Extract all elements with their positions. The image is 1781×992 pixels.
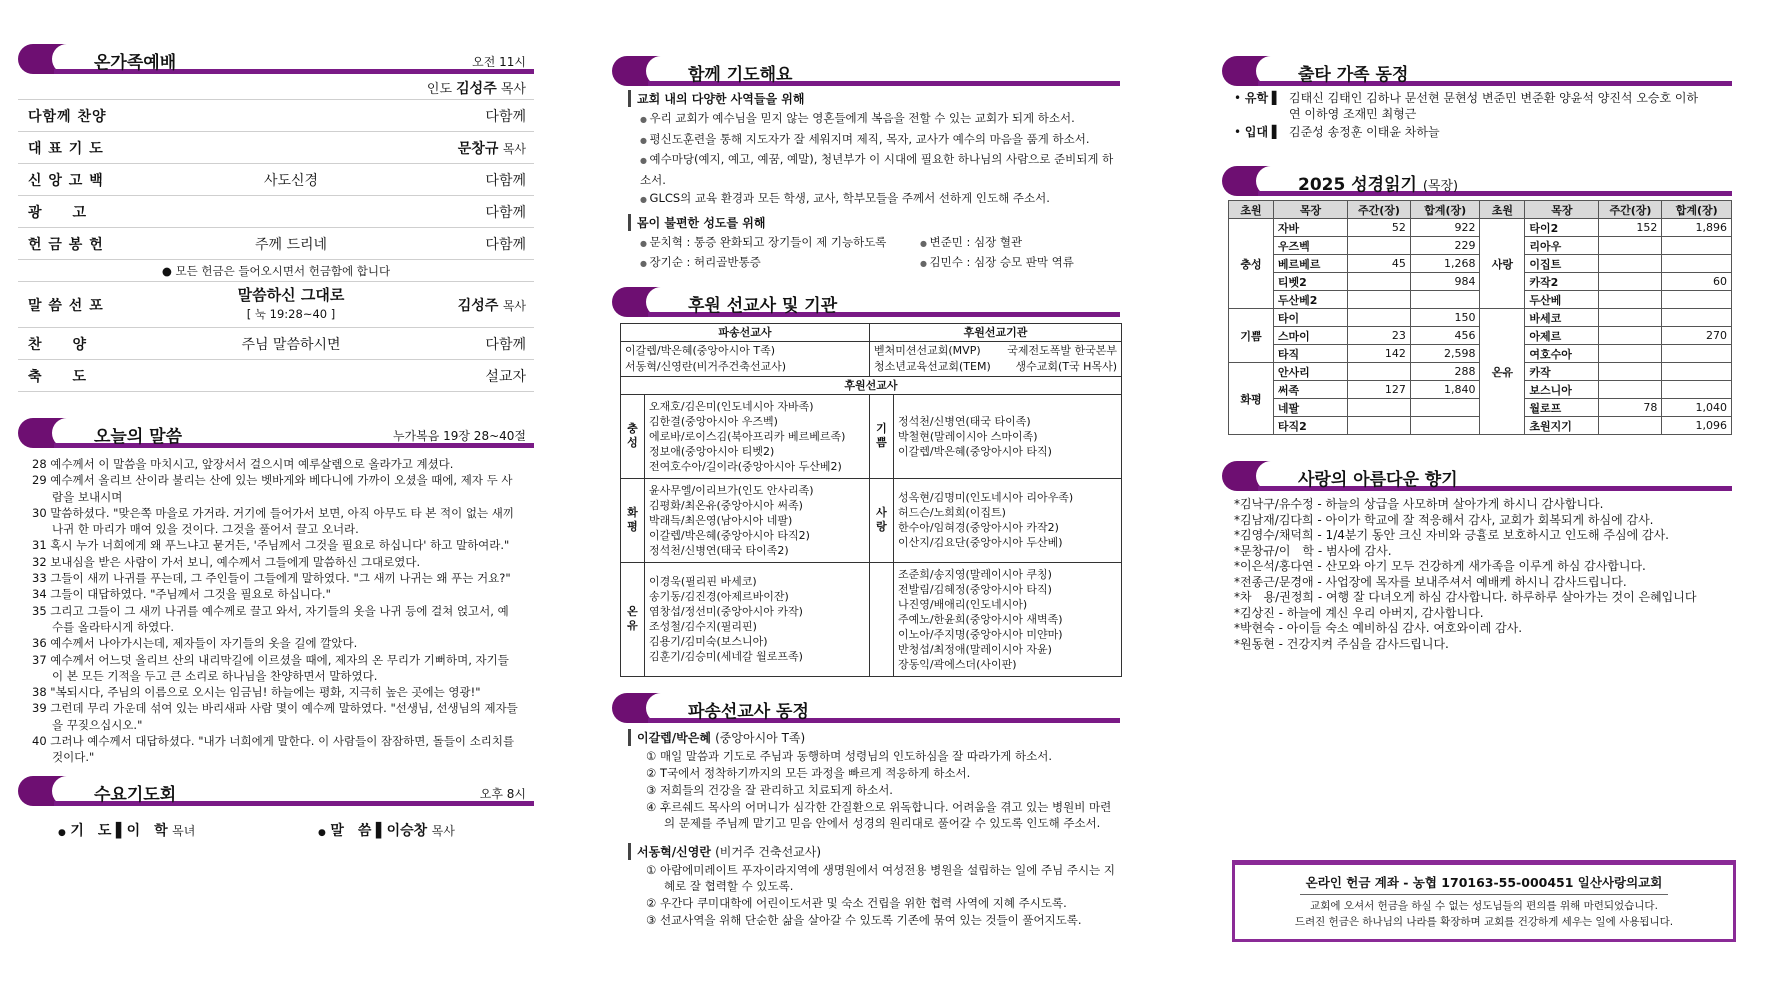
verse: 29 예수께서 올리브 산이라 불리는 산에 있는 벳바게와 베다니에 가까이 오셨을 때에, 제자 두 사람을 보내시며 bbox=[32, 473, 513, 504]
verse: 37 예수께서 어느덧 올리브 산의 내리막길에 이르셨을 때에, 제자의 온 무리가 기뻐하며, 자기들이 본 모든 기적을 두고 큰 소리로 하나님을 찬양하면서 말하였다. bbox=[32, 652, 509, 683]
order-row: 광 고 다함께 bbox=[18, 196, 534, 228]
order-row: 찬 양 주님 말씀하시면 다함께 bbox=[18, 328, 534, 360]
word-title: 오늘의 말씀 bbox=[94, 427, 183, 447]
support-group-row: 화 평 윤사무엘/이리브가(인도 안사리족) 김평화/최온유(중앙아시아 써족) 박래득/최은영(남아시아 네팔) 이갈렙/박은혜(중앙아시아 타직2) 정석천/신병연(태국 타이족2) 사 랑 성옥현/김명미(인도네시아 리아우족) 허드슨/노희희(이집트) 한수아/임혀경(중앙아시아 카작2) 이산지/김요단(중앙아시아 두산베) bbox=[621, 478, 1122, 562]
sermon-title: 말씀하신 그대로 bbox=[237, 285, 345, 304]
news-m2: 서동혁/신영란 (비거주 건축선교사) bbox=[628, 843, 1120, 860]
news-item: ③ 저희들의 건강을 잘 관리하고 치료되게 하소서. bbox=[646, 782, 893, 797]
support-group-row: 충 성 오재호/김은미(인도네시아 자바족) 김한결(중앙아시아 우즈벡) 에로바/로이스김(북아프리카 베르베르족) 정보애(중앙아시아 티벳2) 전여호수아/길이라(중앙아시아 두산베2) 기 쁨 정석천/신병연(태국 타이족) 박철현(말레이시아 스마이족) 이갈렙/박은혜(중앙아시아 타직) bbox=[621, 394, 1122, 478]
thanks-header bbox=[1222, 461, 1732, 491]
reading-row: 화평 안사리 288 카작 bbox=[1229, 363, 1732, 381]
news-title: 파송선교사 동정 bbox=[688, 701, 809, 722]
verse: 35 그리고 그들이 그 새끼 나귀를 예수께로 끌고 와서, 자기들의 옷을 나귀 등에 걸쳐 얹고서, 예수를 올라타시게 하였다. bbox=[32, 603, 509, 634]
news-m1: 이갈렙/박은혜 (중앙아시아 T족) bbox=[628, 729, 1120, 746]
column-worship bbox=[18, 44, 534, 840]
reading-row: 타직 142 2,598 여호수아 bbox=[1229, 345, 1732, 363]
family-title: 출타 가족 동정 bbox=[1298, 65, 1409, 85]
news-item: ② T국에서 정착하기까지의 모든 과정을 빠르게 적응하게 하소서. bbox=[646, 765, 971, 780]
verse: 34 그들이 대답하였다. "주님께서 그것을 필요로 하십니다." bbox=[32, 587, 331, 602]
verse: 32 보내심을 받은 사람이 가서 보니, 예수께서 그들에게 말씀하신 그대로였다. bbox=[32, 554, 421, 569]
verse: 39 그런데 무리 가운데 섞여 있는 바리새파 사람 몇이 예수께 말하였다. "선생님, 선생님의 제자들을 꾸짖으십시오." bbox=[32, 701, 518, 732]
prayer-item: ● GLCS의 교육 환경과 모든 학생, 교사, 학부모들을 주께서 선하게 인도해 주소서. bbox=[640, 191, 1050, 205]
offering-note: ● 모든 헌금은 들어오시면서 헌금함에 합니다 bbox=[18, 260, 534, 282]
thanks-item: *김상진 - 하늘에 계신 우리 아버지, 감사합니다. bbox=[1234, 605, 1484, 620]
prayer-sec1: 교회 내의 다양한 사역들을 위해 bbox=[628, 90, 1120, 107]
news-item: ① 매일 말씀과 기도로 주님과 동행하며 성령님의 인도하심을 잘 따라가게 하소서. bbox=[646, 748, 1053, 763]
verse: 36 예수께서 나아가시는데, 제자들이 자기들의 옷을 길에 깔았다. bbox=[32, 636, 358, 651]
reading-row: 네팔 월로프 78 1,040 bbox=[1229, 399, 1732, 417]
worship-leader: 인도 김성주 목사 bbox=[18, 78, 534, 100]
news-list-1 bbox=[612, 748, 1120, 831]
order-row: 신 앙 고 백 사도신경 다함께 bbox=[18, 164, 534, 196]
reading-header-cell: 합계(장) bbox=[1410, 201, 1480, 219]
prayer-item: ● 예수마당(예지, 예고, 예꿈, 예말), 청년부가 이 시대에 필요한 하나님의 사람으로 준비되게 하소서. bbox=[640, 152, 1113, 187]
column-family bbox=[1222, 56, 1732, 928]
thanks-item: *차 용/권정희 - 여행 잘 다녀오게 하심 감사합니다. 하루하루 살아가는 것이 은혜입니다 bbox=[1234, 590, 1697, 604]
sermon-ref: [ 눅 19:28~40 ] bbox=[246, 306, 336, 321]
thanks-item: *박현숙 - 아이들 숙소 예비하심 감사. 여호와이레 감사. bbox=[1234, 621, 1523, 635]
worship-title: 온가족예배 bbox=[94, 53, 177, 73]
support-table: 파송선교사 후원선교기관 이갈렙/박은혜(중앙아시아 T족) 서동혁/신영란(비거주건축선교사) 벧처미션선교회(MVP) 국제전도폭발 한국본부 청소년교육선교회(TEM) 생수교회(T국 H목사) 후원선교사 충 성 오재호/김은미(인도네시아 자바족) 김한결(중앙아시아 우즈벡) 에로바/로이스김(북아프리카 베르베르족) 정보애(중앙아시아 티벳2) 전여호수아/길이라(중앙아시아 두산베2) 기 쁨 정석천/신병연(태국 타이족) 박철현(말레이시아 스마이족) 이갈렙/박은혜(중앙아시아 타직) 화 평 윤사무엘/이리브가(인도 안사리족) 김평화/최온유(중앙아시아 써족) 박래득/최은영(남아시아 네팔) 이갈렙/박은혜(중앙아시아 타직2) 정석천/신병연(태국 타이족2) 사 랑 성옥현/김명미(인도네시아 리아우족) 허드슨/노희희(이집트) 한수아/임혀경(중앙아시아 카작2) 이산지/김요단(중앙아시아 두산베) 온 유 이경욱(필리핀 바세코) 송기동/김진경(아제르바이잔) 염창섭/정선미(중앙아시아 카작) 조성철/김수지(필리핀) 김용기/김미숙(보스니아) 김훈기/김승미(세네갈 월로프족) 조준희/송지영(말레이시아 쿠칭) 전발림/김혜정(중앙아시아 타직) 나진영/배애리(인도네시아) 주예노/한윤희(중앙아시아 새벽족) 이노아/주지명(중앙아시아 미얀마) 반청섭/최정애(말레이시아 자윤) 장동익/곽에스더(사이판) bbox=[620, 323, 1122, 677]
order-row: 헌 금 봉 헌 주께 드리네 다함께 bbox=[18, 228, 534, 260]
reading-header-cell: 주간(장) bbox=[1599, 201, 1662, 219]
reading-header-cell: 초원 bbox=[1480, 201, 1525, 219]
reading-header bbox=[1222, 166, 1732, 196]
thanks-item: *문창규/이 학 - 범사에 감사. bbox=[1234, 543, 1392, 558]
prayer-title: 함께 기도해요 bbox=[688, 65, 793, 85]
thanks-list bbox=[1222, 497, 1732, 652]
news-list-2 bbox=[612, 862, 1120, 928]
news-item: ③ 선교사역을 위해 단순한 삶을 살아갈 수 있도록 기존에 묶여 있는 것들이 풀어지도록. bbox=[646, 912, 1082, 927]
news-item: ② 우간다 쿠미대학에 어린이도서관 및 숙소 건립을 위한 협력 사역에 지혜 주시도록. bbox=[646, 895, 1067, 910]
thanks-item: *김영수/채덕희 - 1/4분기 동안 크신 자비와 긍휼로 보호하시고 인도해 주심에 감사. bbox=[1234, 528, 1669, 542]
reading-table bbox=[1228, 200, 1732, 435]
reading-row: 써족 127 1,840 보스니아 bbox=[1229, 381, 1732, 399]
reading-header-cell: 초원 bbox=[1229, 201, 1274, 219]
online-offering-box bbox=[1232, 860, 1736, 942]
verse-list bbox=[18, 456, 518, 766]
verse: 30 말씀하셨다. "맞은쪽 마을로 가거라. 거기에 들어가서 보면, 아직 아무도 타 본 적이 없는 새끼 나귀 한 마리가 매여 있을 것이다. 그것을 풀어서 끌고 오너라. bbox=[32, 505, 514, 537]
reading-row: 우즈벡 229 리아우 bbox=[1229, 237, 1732, 255]
prayer-list-1 bbox=[612, 109, 1120, 210]
reading-header-cell: 목장 bbox=[1273, 201, 1347, 219]
support-header bbox=[612, 287, 1120, 317]
news-item: ① 아람에미레이트 푸자이라지역에 생명원에서 여성전용 병원을 설립하는 일에 주님 주시는 지혜로 잘 협력할 수 있도록. bbox=[646, 862, 1116, 893]
worship-header bbox=[18, 44, 534, 74]
verse: 31 혹시 누가 너희에게 왜 푸느냐고 묻거든, '주님께서 그것을 필요로 하십니다' 하고 말하여라." bbox=[32, 538, 510, 553]
news-header bbox=[612, 693, 1120, 723]
verse: 28 예수께서 이 말씀을 마치시고, 앞장서서 걸으시며 예루살렘으로 올라가고 계셨다. bbox=[32, 457, 454, 471]
support-title: 후원 선교사 및 기관 bbox=[688, 295, 838, 316]
reading-header-cell: 합계(장) bbox=[1662, 201, 1732, 219]
wed-roles: ● 기 도 ▌이 학 목녀 ● 말 씀 ▌이승창 목사 bbox=[58, 822, 455, 839]
worship-time: 오전 11시 bbox=[472, 55, 526, 69]
reading-header-cell: 목장 bbox=[1525, 201, 1599, 219]
prayer-item: ● 우리 교회가 예수님을 믿지 않는 영혼들에게 복음을 전할 수 있는 교회가 되게 하소서. bbox=[640, 111, 1075, 125]
family-header bbox=[1222, 56, 1732, 86]
family-army: • 입대 ▌ 김준성 송정훈 이태윤 차하늘 bbox=[1234, 125, 1440, 139]
reading-row: 타직2 초원지기 1,096 bbox=[1229, 417, 1732, 435]
online-line2: 드려진 헌금은 하나님의 나라를 확장하며 교회를 건강하게 세우는 일에 사용됩니다. bbox=[1294, 916, 1674, 928]
sermon-row: 말 씀 선 포 말씀하신 그대로 [ 눅 19:28~40 ] 김성주 목사 bbox=[18, 282, 534, 328]
verse: 33 그들이 새끼 나귀를 푸는데, 그 주인들이 그들에게 말하였다. "그 새끼 나귀는 왜 푸는 거요?" bbox=[32, 571, 511, 586]
support-group-row: 온 유 이경욱(필리핀 바세코) 송기동/김진경(아제르바이잔) 염창섭/정선미(중앙아시아 카작) 조성철/김수지(필리핀) 김용기/김미숙(보스니아) 김훈기/김승미(세네갈 월로프족) 조준희/송지영(말레이시아 쿠칭) 전발림/김혜정(중앙아시아 타직) 나진영/배애리(인도네시아) 주예노/한윤희(중앙아시아 새벽족) 이노아/주지명(중앙아시아 미얀마) 반청섭/최정애(말레이시아 자윤) 장동익/곽에스더(사이판) bbox=[621, 562, 1122, 676]
thanks-item: *전종근/문경애 - 사업장에 목자를 보내주셔서 예배케 하시니 감사드립니다. bbox=[1234, 574, 1627, 589]
prayer-list-2: ● 문치혁 : 통증 완화되고 장기들이 제 기능하도록 ● 변준민 : 심장 혈관 ● 장기순 : 허리골반통증 ● 김민수 : 심장 승모 판막 역류 bbox=[612, 233, 1120, 273]
wed-time: 오후 8시 bbox=[479, 786, 526, 801]
word-ref: 누가복음 19장 28~40절 bbox=[392, 429, 526, 443]
thanks-item: *원동현 - 건강지켜 주심을 감사드립니다. bbox=[1234, 636, 1449, 651]
family-study: • 유학 ▌ 김태신 김태인 김하나 문선현 문현성 변준민 변준환 양윤석 양진석 오승호 이하연 이하영 조재민 최형근 bbox=[1234, 91, 1699, 121]
reading-row: 베르베르 45 1,268 이집트 bbox=[1229, 255, 1732, 273]
prayer-item: ● 평신도훈련을 통해 지도자가 잘 세워지며 제직, 목자, 교사가 예수의 마음을 품게 하소서. bbox=[640, 132, 1090, 146]
order-row: 축 도 설교자 bbox=[18, 360, 534, 392]
verse: 40 그러나 예수께서 대답하셨다. "내가 너희에게 말한다. 이 사람들이 잠잠하면, 돌들이 소리치를 것이다." bbox=[32, 734, 515, 765]
order-row: 다함께 찬양 다함께 bbox=[18, 100, 534, 132]
news-item: ④ 후르쉐드 목사의 어머니가 심각한 간질환으로 위독합니다. 어려움을 겪고 있는 병원비 마련의 문제를 주님께 맡기고 믿음 안에서 성경의 원리대로 풀어갈 수 있도록 인도해 주소서. bbox=[646, 799, 1112, 830]
wed-header bbox=[18, 776, 534, 806]
reading-row: 티벳2 984 카작2 60 bbox=[1229, 273, 1732, 291]
online-line1: 교회에 오셔서 헌금을 하실 수 없는 성도님들의 편의를 위해 마련되었습니다. bbox=[1310, 900, 1658, 912]
thanks-item: *김낙구/유수정 - 하늘의 상급을 사모하며 살아가게 하시니 감사합니다. bbox=[1234, 497, 1604, 511]
column-prayer bbox=[612, 56, 1120, 929]
online-title: 온라인 헌금 계좌 - 농협 170163-55-000451 일산사랑의교회 bbox=[1300, 873, 1669, 895]
wed-title: 수요기도회 bbox=[94, 784, 177, 805]
thanks-title: 사랑의 아름다운 향기 bbox=[1298, 470, 1458, 490]
reading-title: 2025 성경읽기 (목장) bbox=[1298, 175, 1459, 195]
reading-row: 기쁨 타이 150 온유 바세코 bbox=[1229, 309, 1732, 327]
order-row: 대 표 기 도 문창규 목사 bbox=[18, 132, 534, 164]
reading-row: 두산베2 두산베 bbox=[1229, 291, 1732, 309]
reading-row: 충성 자바 52 922 사랑 타이2 152 1,896 bbox=[1229, 219, 1732, 237]
verse: 38 "복되시다, 주님의 이름으로 오시는 임금님! 하늘에는 평화, 지극히 높은 곳에는 영광!" bbox=[32, 685, 481, 700]
prayer-sec2: 몸이 불편한 성도를 위해 bbox=[628, 214, 1120, 231]
thanks-item: *김남재/김다희 - 아이가 학교에 잘 적응해서 감사, 교회가 회복되게 하심에 감사. bbox=[1234, 512, 1654, 527]
reading-header-cell: 주간(장) bbox=[1348, 201, 1411, 219]
reading-row: 스마이 23 456 아제르 270 bbox=[1229, 327, 1732, 345]
word-header bbox=[18, 418, 534, 448]
prayer-header bbox=[612, 56, 1120, 86]
thanks-item: *이은석/홍다연 - 산모와 아기 모두 건강하게 새가족을 이루게 하심 감사합니다. bbox=[1234, 559, 1646, 573]
